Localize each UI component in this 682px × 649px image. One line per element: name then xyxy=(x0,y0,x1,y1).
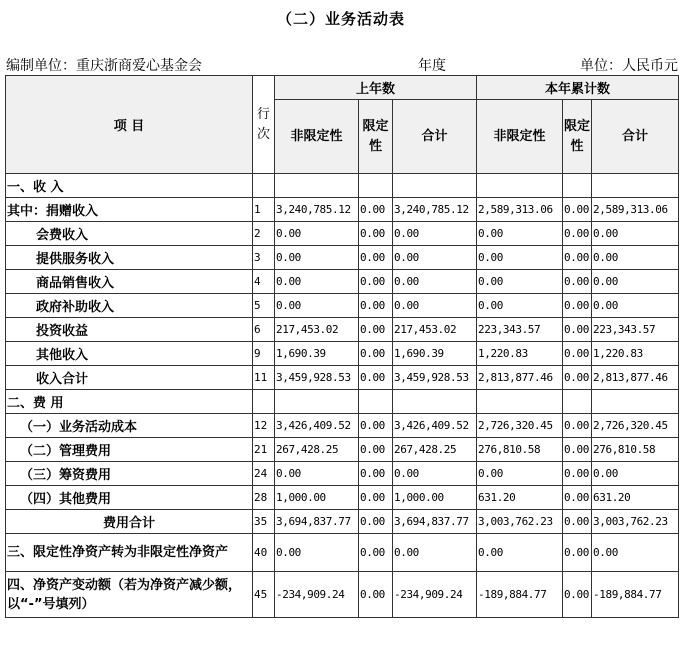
table-row xyxy=(6,390,679,414)
row-label: （一）业务活动成本 xyxy=(6,414,253,438)
cell-cur-unrestricted: 0.00 xyxy=(477,462,563,486)
table-row xyxy=(6,510,679,534)
cell-cur-restricted: 0.00 xyxy=(563,342,592,366)
cell-prev-restricted: 0.00 xyxy=(359,342,393,366)
table-row xyxy=(6,534,679,572)
table-row xyxy=(6,198,679,222)
row-label: 其他收入 xyxy=(6,342,253,366)
cell-cur-total: 0.00 xyxy=(592,222,679,246)
cell-prev-total: 0.00 xyxy=(393,462,477,486)
reporting-year: 年度 xyxy=(418,58,446,74)
cell-prev-unrestricted: 217,453.02 xyxy=(275,318,359,342)
cell-cur-total: 2,726,320.45 xyxy=(592,414,679,438)
cell-cur-unrestricted: 2,589,313.06 xyxy=(477,198,563,222)
currency-unit: 单位：人民币元 xyxy=(580,58,678,74)
table-row xyxy=(6,572,679,618)
cell-prev-total: 0.00 xyxy=(393,270,477,294)
report-meta xyxy=(6,55,678,73)
cell-cur-unrestricted: 0.00 xyxy=(477,246,563,270)
cell-prev-total: 1,690.39 xyxy=(393,342,477,366)
cell-prev-restricted: 0.00 xyxy=(359,534,393,572)
cell-prev-unrestricted: 267,428.25 xyxy=(275,438,359,462)
column-group-prev-year: 上年数 xyxy=(275,76,477,100)
cell-prev-unrestricted: 0.00 xyxy=(275,462,359,486)
table-row xyxy=(6,462,679,486)
cell-cur-unrestricted: 2,726,320.45 xyxy=(477,414,563,438)
cell-cur-unrestricted: 223,343.57 xyxy=(477,318,563,342)
row-line-no: 35 xyxy=(253,510,275,534)
row-line-no: 24 xyxy=(253,462,275,486)
row-line-no: 5 xyxy=(253,294,275,318)
row-label: 收入合计 xyxy=(6,366,253,390)
report-title: （二）业务活动表 xyxy=(276,10,405,28)
cell-prev-total: 3,240,785.12 xyxy=(393,198,477,222)
table-row xyxy=(6,342,679,366)
cell-prev-total: 217,453.02 xyxy=(393,318,477,342)
cell-cur-unrestricted: 276,810.58 xyxy=(477,438,563,462)
cell-cur-restricted: 0.00 xyxy=(563,366,592,390)
cell-prev-total: 3,694,837.77 xyxy=(393,510,477,534)
row-line-no: 9 xyxy=(253,342,275,366)
column-header-prev-restricted: 限定性 xyxy=(359,100,393,174)
cell-prev-unrestricted xyxy=(275,390,359,414)
table-row xyxy=(6,246,679,270)
cell-prev-unrestricted: 3,426,409.52 xyxy=(275,414,359,438)
cell-cur-restricted: 0.00 xyxy=(563,270,592,294)
cell-prev-total: 267,428.25 xyxy=(393,438,477,462)
cell-cur-unrestricted: 1,220.83 xyxy=(477,342,563,366)
column-header-prev-total: 合计 xyxy=(393,100,477,174)
row-line-no: 2 xyxy=(253,222,275,246)
row-label: 二、费 用 xyxy=(6,390,253,414)
cell-cur-total xyxy=(592,390,679,414)
row-line-no: 11 xyxy=(253,366,275,390)
cell-cur-restricted: 0.00 xyxy=(563,222,592,246)
cell-cur-unrestricted xyxy=(477,390,563,414)
cell-cur-total: 631.20 xyxy=(592,486,679,510)
cell-prev-unrestricted: 0.00 xyxy=(275,270,359,294)
cell-prev-restricted: 0.00 xyxy=(359,572,393,618)
cell-cur-unrestricted: 2,813,877.46 xyxy=(477,366,563,390)
cell-cur-restricted: 0.00 xyxy=(563,438,592,462)
cell-cur-restricted: 0.00 xyxy=(563,318,592,342)
cell-prev-total xyxy=(393,174,477,198)
cell-cur-total: 2,589,313.06 xyxy=(592,198,679,222)
row-line-no: 12 xyxy=(253,414,275,438)
cell-cur-total: 0.00 xyxy=(592,246,679,270)
cell-prev-unrestricted: 0.00 xyxy=(275,246,359,270)
cell-prev-restricted: 0.00 xyxy=(359,414,393,438)
cell-prev-restricted: 0.00 xyxy=(359,246,393,270)
cell-cur-restricted: 0.00 xyxy=(563,294,592,318)
cell-prev-restricted: 0.00 xyxy=(359,222,393,246)
cell-cur-total: 1,220.83 xyxy=(592,342,679,366)
row-line-no: 28 xyxy=(253,486,275,510)
cell-cur-total: 276,810.58 xyxy=(592,438,679,462)
cell-prev-restricted: 0.00 xyxy=(359,294,393,318)
activity-statement-table xyxy=(5,75,679,618)
cell-prev-total: 3,426,409.52 xyxy=(393,414,477,438)
cell-cur-restricted: 0.00 xyxy=(563,486,592,510)
table-row xyxy=(6,294,679,318)
cell-cur-unrestricted: 3,003,762.23 xyxy=(477,510,563,534)
row-label: 三、限定性净资产转为非限定性净资产 xyxy=(6,534,253,572)
cell-prev-total: -234,909.24 xyxy=(393,572,477,618)
column-group-cur-year: 本年累计数 xyxy=(477,76,679,100)
table-row xyxy=(6,414,679,438)
row-label: （三）筹资费用 xyxy=(6,462,253,486)
column-header-prev-unrestricted: 非限定性 xyxy=(275,100,359,174)
cell-cur-restricted: 0.00 xyxy=(563,534,592,572)
cell-prev-restricted: 0.00 xyxy=(359,510,393,534)
cell-prev-unrestricted: 3,694,837.77 xyxy=(275,510,359,534)
row-label: 商品销售收入 xyxy=(6,270,253,294)
table-row xyxy=(6,438,679,462)
row-label: 提供服务收入 xyxy=(6,246,253,270)
cell-prev-restricted xyxy=(359,390,393,414)
table-row xyxy=(6,222,679,246)
column-header-line: 行次 xyxy=(253,76,275,174)
cell-prev-unrestricted: -234,909.24 xyxy=(275,572,359,618)
cell-prev-total: 0.00 xyxy=(393,534,477,572)
cell-prev-restricted: 0.00 xyxy=(359,198,393,222)
row-line-no: 40 xyxy=(253,534,275,572)
cell-cur-unrestricted: 631.20 xyxy=(477,486,563,510)
cell-prev-restricted: 0.00 xyxy=(359,366,393,390)
cell-prev-total: 0.00 xyxy=(393,222,477,246)
table-row xyxy=(6,486,679,510)
cell-cur-unrestricted: 0.00 xyxy=(477,534,563,572)
row-label: 政府补助收入 xyxy=(6,294,253,318)
cell-cur-restricted: 0.00 xyxy=(563,572,592,618)
cell-cur-total xyxy=(592,174,679,198)
row-line-no: 45 xyxy=(253,572,275,618)
cell-prev-total xyxy=(393,390,477,414)
cell-cur-unrestricted xyxy=(477,174,563,198)
row-label: （四）其他费用 xyxy=(6,486,253,510)
cell-cur-unrestricted: -189,884.77 xyxy=(477,572,563,618)
column-header-cur-restricted: 限定性 xyxy=(563,100,592,174)
cell-cur-restricted xyxy=(563,174,592,198)
row-line-no xyxy=(253,174,275,198)
cell-cur-total: 223,343.57 xyxy=(592,318,679,342)
cell-prev-total: 0.00 xyxy=(393,294,477,318)
cell-cur-total: -189,884.77 xyxy=(592,572,679,618)
row-label: 一、收 入 xyxy=(6,174,253,198)
cell-prev-total: 1,000.00 xyxy=(393,486,477,510)
cell-prev-unrestricted: 3,240,785.12 xyxy=(275,198,359,222)
cell-prev-restricted: 0.00 xyxy=(359,318,393,342)
row-line-no: 6 xyxy=(253,318,275,342)
cell-prev-unrestricted: 0.00 xyxy=(275,222,359,246)
cell-cur-restricted: 0.00 xyxy=(563,510,592,534)
cell-cur-unrestricted: 0.00 xyxy=(477,270,563,294)
row-label: 其中：捐赠收入 xyxy=(6,198,253,222)
cell-cur-restricted: 0.00 xyxy=(563,462,592,486)
cell-prev-restricted: 0.00 xyxy=(359,270,393,294)
cell-prev-restricted xyxy=(359,174,393,198)
cell-cur-restricted: 0.00 xyxy=(563,414,592,438)
cell-prev-restricted: 0.00 xyxy=(359,486,393,510)
cell-cur-restricted: 0.00 xyxy=(563,198,592,222)
column-header-cur-unrestricted: 非限定性 xyxy=(477,100,563,174)
row-label: 会费收入 xyxy=(6,222,253,246)
cell-cur-restricted: 0.00 xyxy=(563,246,592,270)
row-line-no: 21 xyxy=(253,438,275,462)
cell-prev-restricted: 0.00 xyxy=(359,438,393,462)
cell-cur-total: 0.00 xyxy=(592,270,679,294)
row-label: （二）管理费用 xyxy=(6,438,253,462)
cell-prev-unrestricted: 3,459,928.53 xyxy=(275,366,359,390)
cell-prev-total: 0.00 xyxy=(393,246,477,270)
row-line-no xyxy=(253,390,275,414)
cell-prev-unrestricted xyxy=(275,174,359,198)
row-label: 四、净资产变动额（若为净资产减少额，以“-”号填列） xyxy=(6,572,253,618)
cell-cur-total: 2,813,877.46 xyxy=(592,366,679,390)
cell-prev-restricted: 0.00 xyxy=(359,462,393,486)
cell-cur-total: 0.00 xyxy=(592,294,679,318)
cell-prev-unrestricted: 0.00 xyxy=(275,534,359,572)
column-header-cur-total: 合计 xyxy=(592,100,679,174)
row-line-no: 3 xyxy=(253,246,275,270)
cell-prev-unrestricted: 1,690.39 xyxy=(275,342,359,366)
table-row xyxy=(6,366,679,390)
row-line-no: 1 xyxy=(253,198,275,222)
table-row xyxy=(6,174,679,198)
cell-prev-total: 3,459,928.53 xyxy=(393,366,477,390)
reporting-unit: 编制单位：重庆浙商爱心基金会 xyxy=(6,58,202,74)
row-label: 投资收益 xyxy=(6,318,253,342)
cell-cur-total: 3,003,762.23 xyxy=(592,510,679,534)
cell-cur-total: 0.00 xyxy=(592,534,679,572)
cell-cur-total: 0.00 xyxy=(592,462,679,486)
cell-prev-unrestricted: 1,000.00 xyxy=(275,486,359,510)
column-header-item: 项 目 xyxy=(6,76,253,174)
row-line-no: 4 xyxy=(253,270,275,294)
table-row xyxy=(6,270,679,294)
row-label: 费用合计 xyxy=(6,510,253,534)
cell-prev-unrestricted: 0.00 xyxy=(275,294,359,318)
cell-cur-restricted xyxy=(563,390,592,414)
cell-cur-unrestricted: 0.00 xyxy=(477,294,563,318)
table-row xyxy=(6,318,679,342)
cell-cur-unrestricted: 0.00 xyxy=(477,222,563,246)
